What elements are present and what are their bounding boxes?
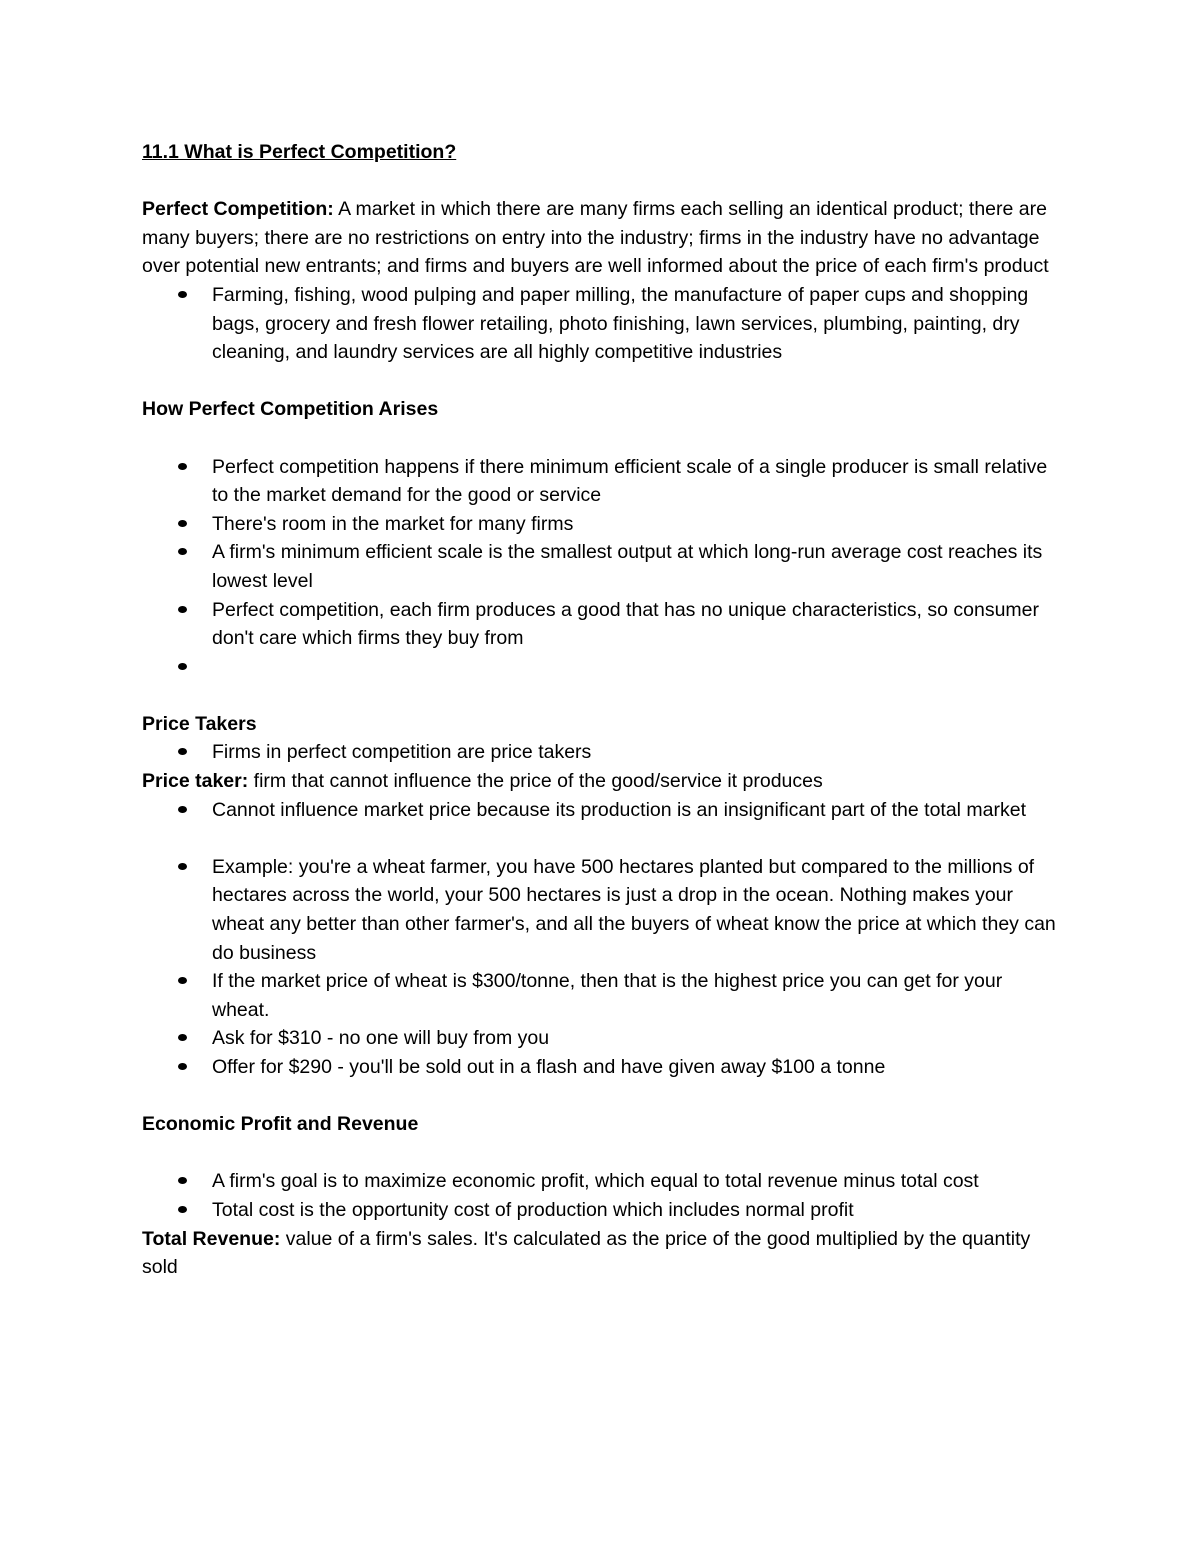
list-item-empty: [142, 653, 1062, 682]
section-title-economic-profit-and-revenue: Economic Profit and Revenue: [142, 1113, 419, 1136]
list-item-text: There's room in the market for many firms: [212, 512, 574, 535]
spacer: [142, 824, 1062, 853]
spacer: [142, 424, 1062, 453]
bullet-icon: [178, 520, 187, 527]
bullet-list: [142, 796, 1062, 825]
document-page: [142, 138, 1062, 1282]
bullet-list: [142, 853, 1062, 1082]
definition-perfect-competition: [142, 195, 1062, 281]
list-item: [142, 853, 1062, 967]
definition-term: Price taker:: [142, 770, 249, 793]
bullet-icon: [178, 548, 187, 555]
list-item: [142, 510, 1062, 539]
spacer: [142, 167, 1062, 196]
list-item: [142, 1196, 1062, 1225]
list-item: [142, 1053, 1062, 1082]
bullet-icon: [178, 463, 187, 470]
section-title-perfect-competition: 11.1 What is Perfect Competition?: [142, 141, 457, 163]
bullet-icon: [178, 1034, 187, 1041]
list-item: [142, 538, 1062, 595]
bullet-icon: [178, 748, 187, 755]
list-item-text: Farming, fishing, wood pulping and paper milling, the manufacture of paper cups and shopping bags, grocery and fresh flower retailing, photo finishing, lawn services, plumbing, painting, dry cleaning, and laundry services are all highly competitive industries: [212, 283, 1029, 364]
list-item-text: Perfect competition happens if there minimum efficient scale of a single producer is small relative to the market demand for the good or service: [212, 455, 1048, 507]
list-item-text: Ask for $310 - no one will buy from you: [212, 1027, 550, 1050]
definition-text: A market in which there are many firms each selling an identical product; there are many buyers; there are no restrictions on entry into the industry; firms in the industry have no advantage over potential new entrants; and firms and buyers are well informed about the price of each firm's product: [142, 198, 1049, 278]
list-item: [142, 453, 1062, 510]
bullet-list: [142, 1167, 1062, 1224]
bullet-icon: [178, 863, 187, 870]
list-item: [142, 281, 1062, 367]
spacer: [142, 367, 1062, 396]
bullet-icon: [178, 977, 187, 984]
definition-total-revenue: [142, 1225, 1062, 1282]
bullet-icon: [178, 1206, 187, 1213]
bullet-icon: [178, 663, 187, 670]
spacer: [142, 681, 1062, 710]
definition-term: Total Revenue:: [142, 1227, 281, 1250]
list-item: [142, 1167, 1062, 1196]
list-item-text: Offer for $290 - you'll be sold out in a flash and have given away $100 a tonne: [212, 1056, 886, 1078]
list-item: [142, 796, 1062, 825]
bullet-icon: [178, 806, 187, 813]
list-item: [142, 596, 1062, 653]
list-item: [142, 738, 1062, 767]
section-title-how-perfect-competition-arises: How Perfect Competition Arises: [142, 398, 439, 421]
list-item-text: Cannot influence market price because its production is an insignificant part of the total market: [212, 798, 1027, 821]
list-item-text: A firm's minimum efficient scale is the smallest output at which long-run average cost reaches its lowest level: [212, 541, 1043, 592]
definition-text: firm that cannot influence the price of the good/service it produces: [248, 770, 823, 793]
bullet-icon: [178, 606, 187, 613]
list-item: [142, 967, 1062, 1024]
spacer: [142, 1082, 1062, 1111]
list-item: [142, 1024, 1062, 1053]
bullet-list: [142, 281, 1062, 367]
definition-term: Perfect Competition:: [142, 198, 334, 221]
bullet-icon: [178, 1063, 187, 1070]
list-item-text: A firm's goal is to maximize economic profit, which equal to total revenue minus total cost: [212, 1170, 979, 1193]
definition-price-taker: [142, 767, 1062, 796]
section-title-price-takers: Price Takers: [142, 712, 257, 735]
bullet-icon: [178, 291, 187, 298]
spacer: [142, 1139, 1062, 1168]
definition-text: value of a firm's sales. It's calculated as the price of the good multiplied by the quantity sold: [142, 1227, 1031, 1279]
list-item-text: Total cost is the opportunity cost of production which includes normal profit: [212, 1198, 854, 1221]
list-item-text: If the market price of wheat is $300/tonne, then that is the highest price you can get for your wheat.: [212, 970, 1003, 1021]
list-item-text: Firms in perfect competition are price takers: [212, 741, 592, 764]
list-item-text: Perfect competition, each firm produces a good that has no unique characteristics, so consumer don't care which firms they buy from: [212, 598, 1040, 650]
bullet-list: [142, 453, 1062, 682]
bullet-list: [142, 738, 1062, 767]
list-item-text: Example: you're a wheat farmer, you have 500 hectares planted but compared to the millions of hectares across the world, your 500 hectares is just a drop in the ocean. Nothing makes your wheat any better than other farmer's, and all the buyers of wheat know the price at which they can do business: [212, 855, 1056, 964]
bullet-icon: [178, 1177, 187, 1184]
